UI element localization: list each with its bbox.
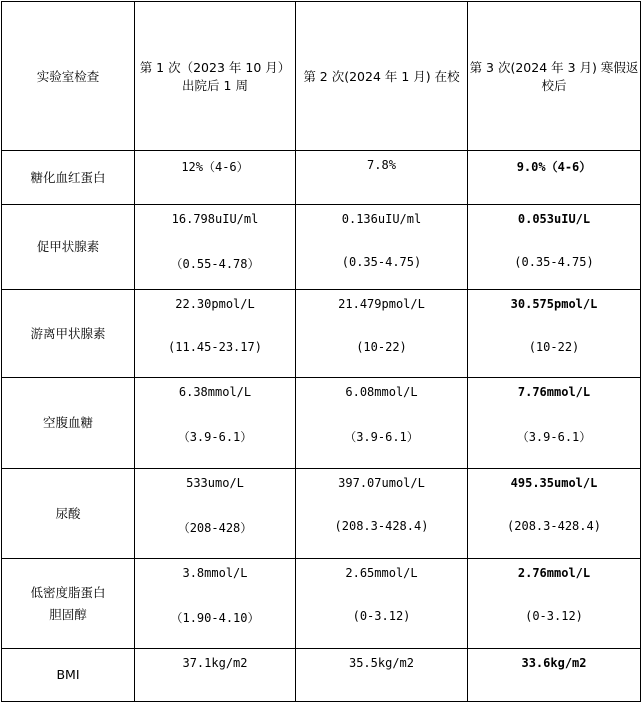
value-text: 21.479pmol/L: [338, 297, 425, 311]
value-cell: [296, 469, 468, 559]
value-cell: [468, 378, 641, 469]
value-text: 2.76mmol/L: [517, 566, 591, 580]
value-cell: [135, 649, 296, 702]
header-visit3-line1: 第 3 次(2024 年 3 月): [469, 60, 597, 75]
value-text: 3.8mmol/L: [182, 566, 248, 580]
row-label-line1: 低密度脂蛋白: [30, 584, 106, 600]
value-cell: [296, 151, 468, 205]
header-visit1-line3: 出院后 1 周: [182, 78, 248, 93]
row-label: 尿酸: [2, 469, 135, 559]
reference-range: (11.45-23.17): [168, 340, 262, 354]
table-row: [2, 205, 641, 290]
value-cell: [135, 290, 296, 378]
value-text: 12%（4-6）: [181, 160, 249, 174]
header-cell-visit-3: [468, 2, 641, 151]
row-label-line2: 胆固醇: [49, 606, 87, 622]
row-label: BMI: [2, 649, 135, 702]
row-label: [2, 559, 135, 649]
reference-range: （1.90-4.10）: [170, 611, 260, 625]
value-cell: [296, 205, 468, 290]
reference-range: (208.3-428.4): [334, 519, 429, 533]
row-label: 促甲状腺素: [2, 205, 135, 290]
value-cell: [296, 559, 468, 649]
header-visit1-line1: 第 1 次（2023 年 10: [139, 60, 262, 75]
row-label: 糖化血红蛋白: [2, 151, 135, 205]
header-visit1-line2: 月）: [265, 60, 291, 75]
reference-range: （3.9-6.1）: [516, 430, 592, 444]
reference-range: （3.9-6.1）: [177, 430, 253, 444]
value-text: 0.053uIU/L: [517, 212, 591, 226]
header-test-label: 实验室检查: [36, 69, 100, 84]
value-cell: [468, 205, 641, 290]
reference-range: (0.35-4.75): [514, 255, 594, 269]
table-row: [2, 290, 641, 378]
value-text: 22.30pmol/L: [175, 297, 255, 311]
table-row: [2, 559, 641, 649]
reference-range: (208.3-428.4): [507, 519, 601, 533]
value-text: 37.1kg/m2: [182, 656, 248, 670]
reference-range: (10-22): [528, 340, 580, 354]
header-visit3-line2: 寒假返校后: [541, 60, 639, 93]
value-cell: [468, 649, 641, 702]
value-text: 6.08mmol/L: [345, 385, 418, 399]
header-cell-test: [2, 2, 135, 151]
reference-range: (0-3.12): [525, 609, 583, 623]
value-cell: [468, 151, 641, 205]
reference-range: (0.35-4.75): [341, 255, 422, 269]
reference-range: （0.55-4.78）: [170, 257, 260, 271]
row-label: 游离甲状腺素: [2, 290, 135, 378]
table-row: [2, 151, 641, 205]
value-text: 33.6kg/m2: [521, 656, 587, 670]
value-cell: [135, 151, 296, 205]
reference-range: (0-3.12): [352, 609, 411, 623]
table-header-row: [2, 2, 641, 151]
value-cell: [135, 559, 296, 649]
header-visit2-line1: 第 2 次(2024 年 1 月): [303, 69, 431, 84]
value-cell: [135, 205, 296, 290]
value-text: 16.798uIU/ml: [171, 212, 259, 226]
value-text: 7.8%: [367, 158, 396, 172]
value-cell: [296, 649, 468, 702]
value-text: 495.35umol/L: [510, 476, 598, 490]
table-row: [2, 649, 641, 702]
value-cell: [296, 378, 468, 469]
value-cell: [468, 469, 641, 559]
header-cell-visit-1: [135, 2, 296, 151]
value-text: 0.136uIU/ml: [341, 212, 422, 226]
value-text: 30.575pmol/L: [510, 297, 598, 311]
value-cell: [468, 290, 641, 378]
value-text: 6.38mmol/L: [178, 385, 252, 399]
value-text: 35.5kg/m2: [348, 656, 415, 670]
table-row: [2, 469, 641, 559]
value-text: 7.76mmol/L: [517, 385, 591, 399]
row-label: 空腹血糖: [2, 378, 135, 469]
reference-range: （208-428）: [177, 521, 253, 535]
value-cell: [135, 469, 296, 559]
value-text: 533umo/L: [186, 476, 244, 490]
lab-results-table: [1, 1, 641, 702]
value-cell: [468, 559, 641, 649]
reference-range: (10-22): [356, 340, 407, 354]
reference-range: （3.9-6.1）: [344, 430, 419, 444]
value-cell: [135, 378, 296, 469]
header-cell-visit-2: [296, 2, 468, 151]
value-text: 2.65mmol/L: [345, 566, 418, 580]
value-cell: [296, 290, 468, 378]
value-text: 9.0%（4-6）: [516, 160, 592, 174]
table-row: [2, 378, 641, 469]
value-text: 397.07umol/L: [338, 476, 425, 490]
header-visit2-line2: 在校: [434, 69, 460, 84]
